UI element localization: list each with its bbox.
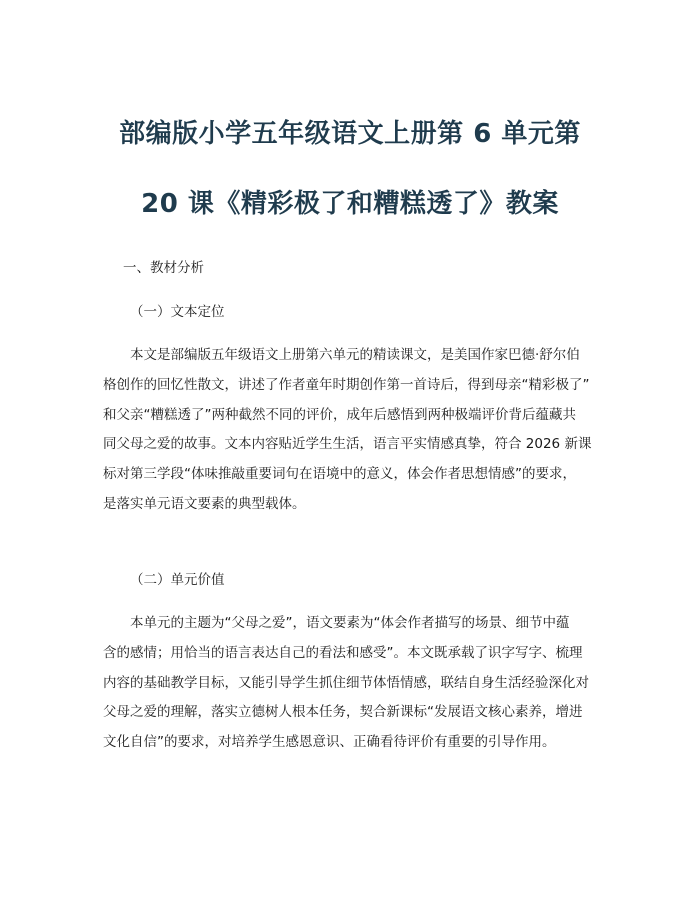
paragraph-text-positioning (103, 341, 598, 520)
paragraph-line: 本文是部编版五年级语文上册第六单元的精读课文，是美国作家巴德·舒尔伯 (130, 347, 580, 363)
section-heading-teaching-material-analysis: 一、教材分析 (123, 260, 204, 276)
document-title-line-1: 部编版小学五年级语文上册第 6 单元第 (119, 119, 581, 149)
paragraph-line: 标对第三学段“体味推敲重要词句在语境中的意义，体会作者思想情感”的要求， (103, 466, 576, 483)
paragraph-unit-value (103, 609, 598, 758)
paragraph-line: 格创作的回忆性散文，讲述了作者童年时期创作第一首诗后，得到母亲“精彩极了” (103, 376, 590, 393)
paragraph-line: 本单元的主题为“父母之爱”，语文要素为“体会作者描写的场景、细节中蕴 (130, 615, 570, 631)
paragraph-line: 内容的基础教学目标，又能引导学生抓住细节体悟情感，联结自身生活经验深化对 (103, 674, 589, 691)
document-title-line-2: 20 课《精彩极了和糟糕透了》教案 (141, 189, 559, 219)
paragraph-line: 文化自信”的要求，对培养学生感恩意识、正确看待评价有重要的引导作用。 (103, 734, 556, 751)
paragraph-line: 同父母之爱的故事。文本内容贴近学生生活，语言平实情感真挚，符合 2026 新课 (103, 436, 592, 453)
paragraph-line: 父母之爱的理解，落实立德树人根本任务，契合新课标“发展语文核心素养，增进 (103, 704, 583, 721)
subsection-heading-unit-value: （二）单元价值 (130, 572, 225, 588)
paragraph-line: 是落实单元语文要素的典型载体。 (103, 495, 306, 512)
subsection-heading-text-positioning: （一）文本定位 (130, 304, 225, 320)
paragraph-line: 和父亲“糟糕透了”两种截然不同的评价，成年后感悟到两种极端评价背后蕴藏共 (103, 406, 576, 423)
paragraph-line: 含的感情；用恰当的语言表达自己的看法和感受”。本文既承载了识字写字、梳理 (103, 644, 583, 661)
